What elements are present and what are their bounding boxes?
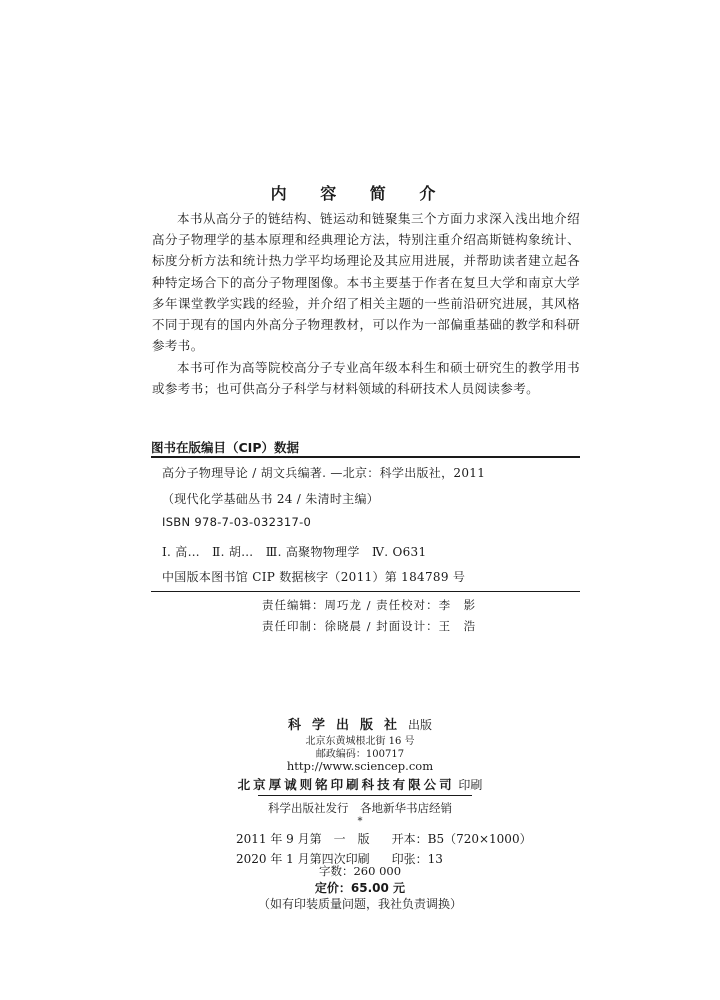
edition-current-printing: 2020 年 1 月第四次印刷	[236, 852, 370, 866]
publisher-line	[0, 714, 720, 733]
separator-star: *	[357, 816, 363, 827]
cip-line-classification: Ⅰ. 高… Ⅱ. 胡… Ⅲ. 高聚物物理学 Ⅳ. O631	[162, 545, 427, 559]
publisher-url: http://www.sciencep.com	[286, 759, 434, 773]
summary-title: 内 容 简 介	[270, 184, 450, 203]
cip-bottom-rule	[151, 591, 580, 592]
printer-logo: 北京厚诚则铭印刷科技有限公司	[237, 777, 455, 792]
summary-paragraph-2: 本书可作为高等院校高分子专业高年级本科生和硕士研究生的教学用书或参考书；也可供高分子科学与材料领域的科研技术人员阅读参考。	[152, 360, 580, 397]
publisher-address: 北京东黄城根北街 16 号	[305, 736, 415, 747]
cip-top-rule	[151, 456, 580, 458]
printer-suffix: 印刷	[458, 778, 483, 792]
price: 定价：65.00 元	[314, 881, 406, 895]
publisher-logo: 科学出版社	[287, 718, 408, 733]
printer-line	[0, 775, 720, 793]
cip-line-title: 高分子物理导论 / 胡文兵编著. —北京：科学出版社，2011	[162, 466, 486, 480]
publisher-suffix: 出版	[408, 718, 433, 732]
summary-paragraph-1: 本书从高分子的链结构、链运动和链聚集三个方面力求深入浅出地介绍高分子物理学的基本原理和经典理论方法，特别注重介绍高斯链构象统计、标度分析方法和统计热力学平均场理论及其应用进展，并帮助读者建立起各种特定场合下的高分子物理图像。本书主要基于作者在复旦大学和南京大学多年课堂教学实践的经验，并介绍了相关主题的一些前沿研究进展，其风格不同于现有的国内外高分子物理教材，可以作为一部偏重基础的教学和科研参考书。	[152, 211, 580, 354]
cip-line-record-number: 中国版本图书馆 CIP 数据核字（2011）第 184789 号	[162, 570, 466, 584]
cip-line-isbn: ISBN 978-7-03-032317-0	[162, 515, 312, 529]
format-size: 开本：B5（720×1000）	[391, 832, 532, 846]
printer-rule	[258, 795, 472, 796]
cip-line-series: （现代化学基础丛书 24 / 朱清时主编）	[162, 492, 380, 506]
word-count: 字数：260 000	[318, 864, 402, 878]
edition-first: 2011 年 9 月第 一 版	[236, 832, 370, 846]
staff-production: 责任印制：徐晓晨 / 封面设计：王 浩	[262, 619, 477, 633]
quality-notice: （如有印装质量问题，我社负责调换）	[257, 897, 462, 911]
distribution-line: 科学出版社发行 各地新华书店经销	[268, 801, 452, 815]
edition-table	[236, 830, 532, 867]
cip-heading: 图书在版编目（CIP）数据	[151, 440, 299, 455]
printed-sheets: 印张：13	[391, 852, 443, 866]
staff-editors: 责任编辑：周巧龙 / 责任校对：李 影	[262, 598, 477, 612]
publisher-postcode: 邮政编码：100717	[315, 749, 405, 760]
